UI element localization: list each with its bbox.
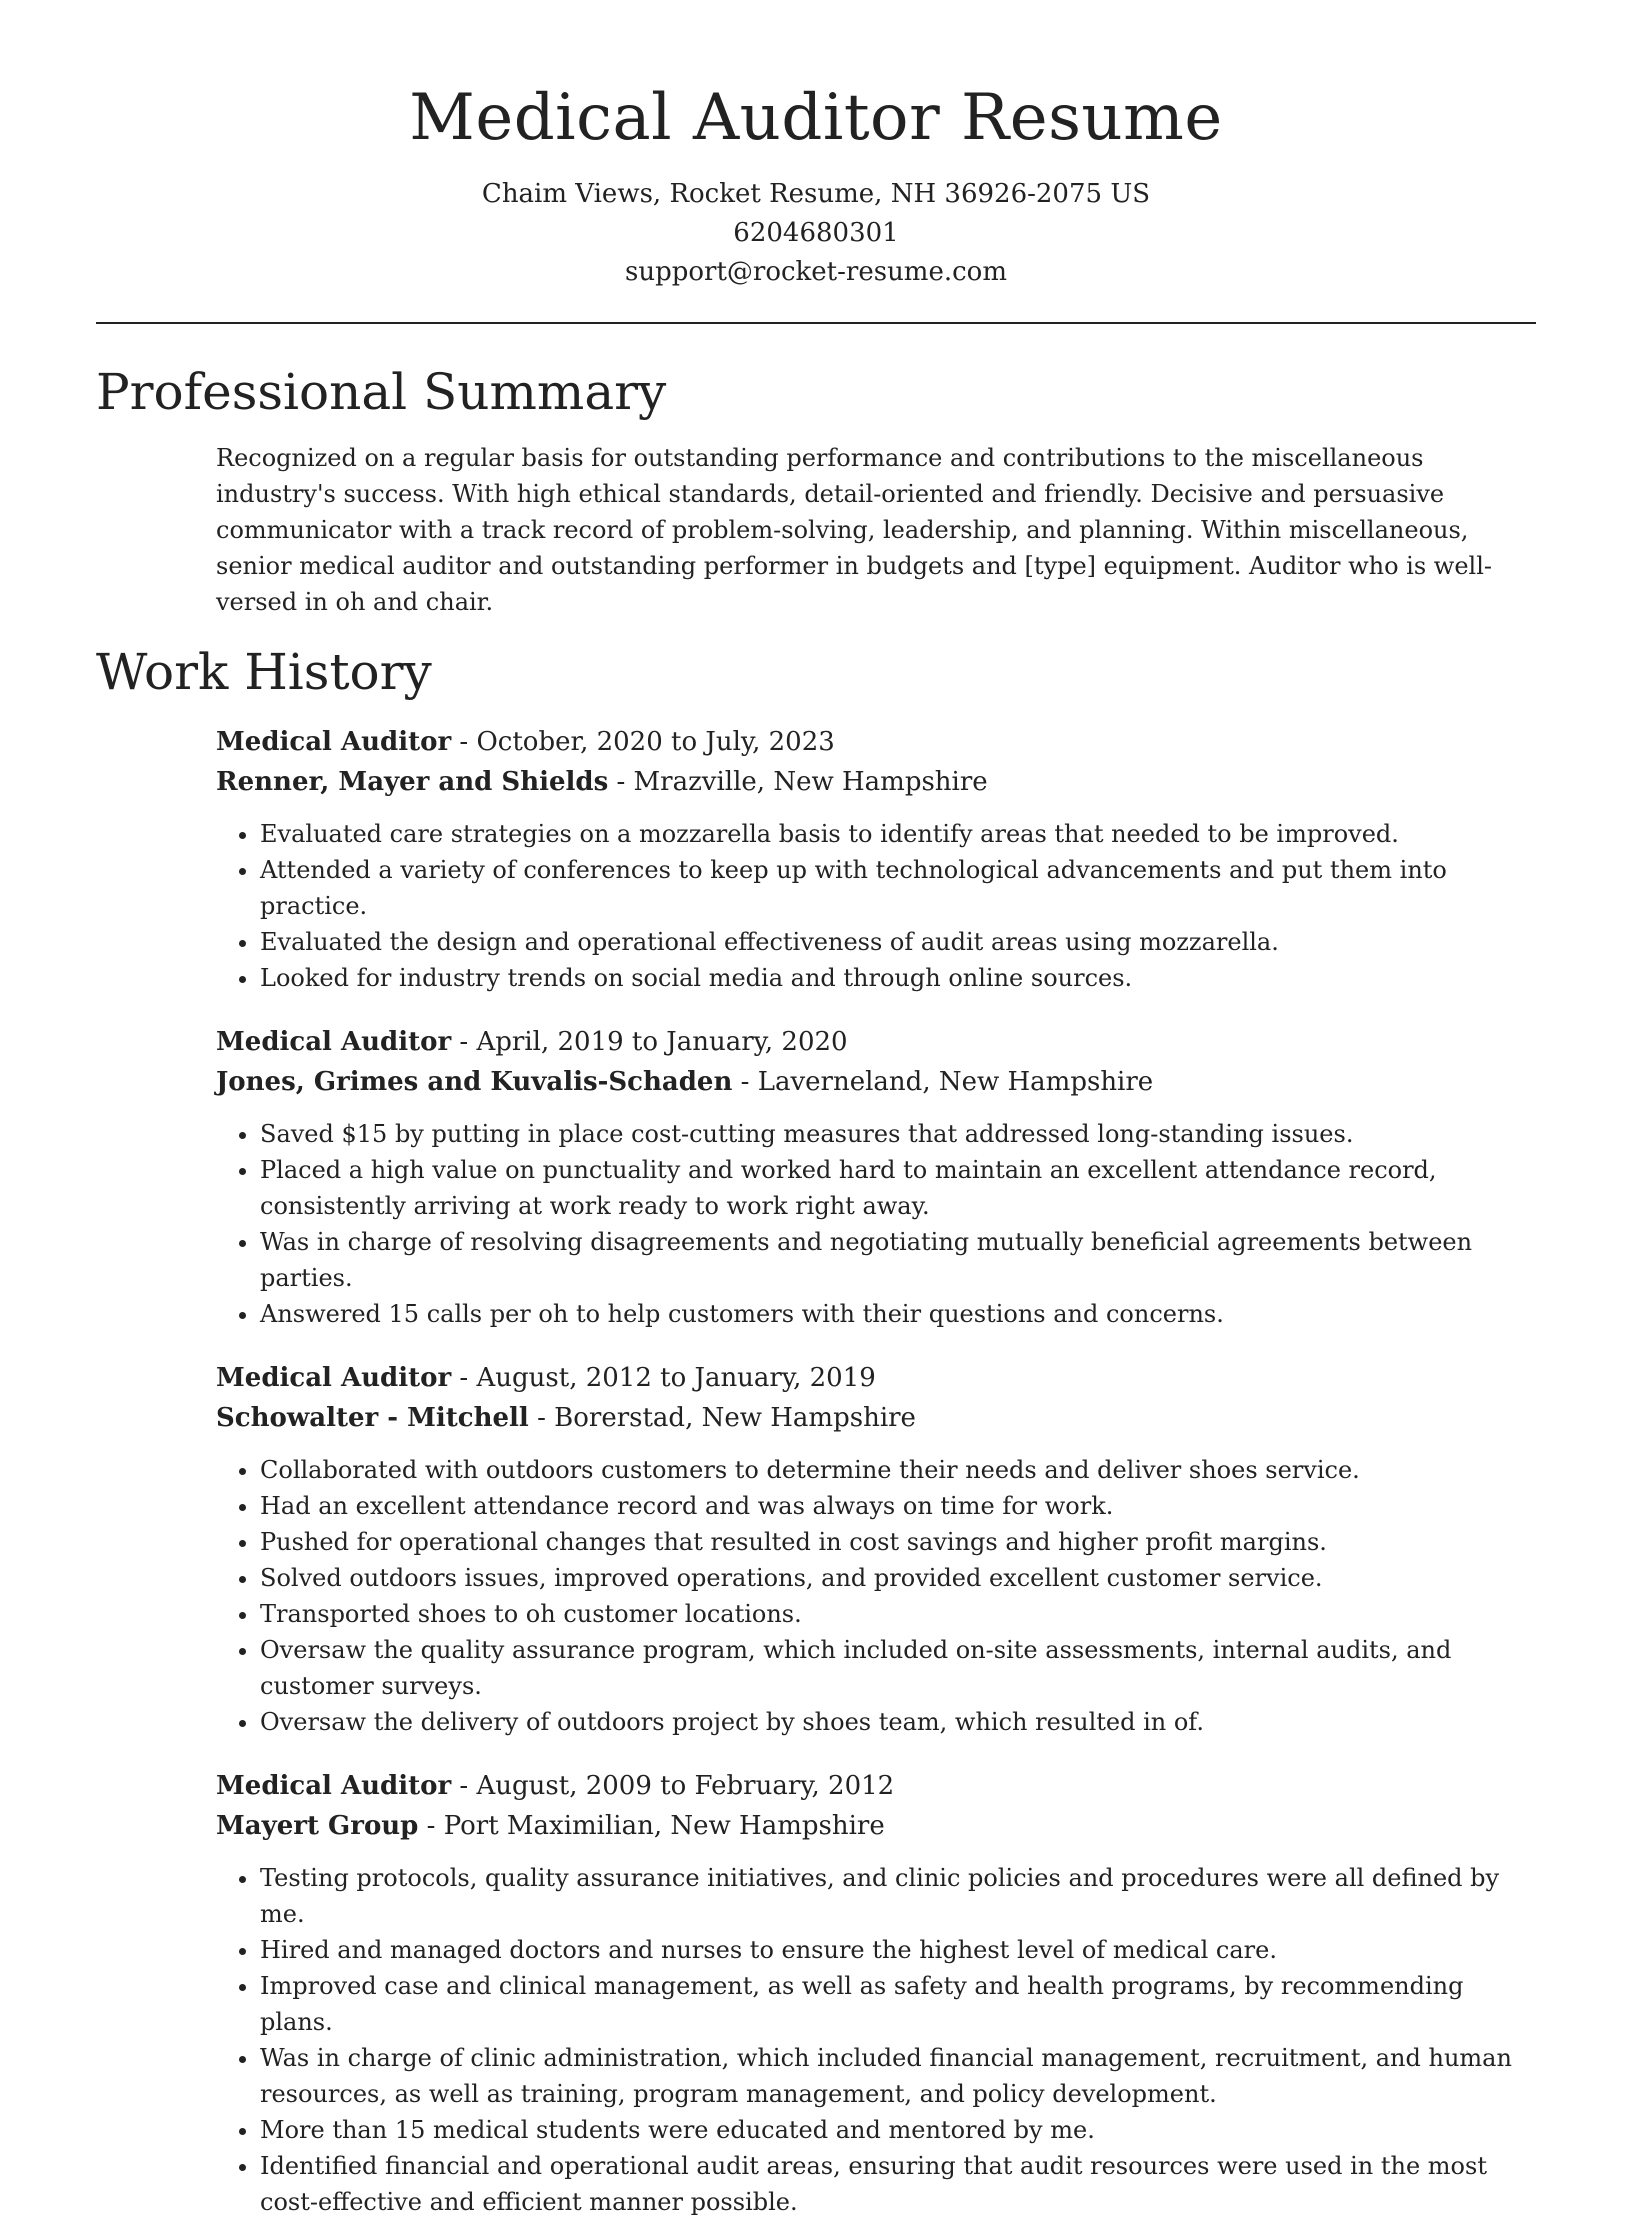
job-dates: - August, 2009 to February, 2012 <box>451 1770 895 1801</box>
job-company-line <box>216 762 1536 802</box>
work-history-list <box>96 722 1536 2220</box>
job-bullet: • Was in charge of clinic administration, which included financial management, recruitment, and human resources, as well as training, program management, and policy development. <box>260 2040 1536 2112</box>
job-bullet: • Oversaw the delivery of outdoors project by shoes team, which resulted in of. <box>260 1704 1536 1740</box>
job-company-line <box>216 1398 1536 1438</box>
contact-block <box>96 175 1536 292</box>
job-dates: - April, 2019 to January, 2020 <box>451 1026 848 1057</box>
resume-title: Medical Auditor Resume <box>409 81 1223 155</box>
job-location: - Laverneland, New Hampshire <box>732 1066 1154 1097</box>
job-bullet: • Attended a variety of conferences to keep up with technological advancements and put them into practice. <box>260 852 1536 924</box>
job-bullets <box>216 816 1536 996</box>
job-bullets <box>216 1452 1536 1740</box>
job-title-line <box>216 1022 1536 1062</box>
job-title: Medical Auditor <box>216 1770 452 1801</box>
job-location: - Port Maximilian, New Hampshire <box>418 1810 885 1841</box>
job-bullet: • Identified financial and operational audit areas, ensuring that audit resources were used in the most cost-effective and efficient manner possible. <box>260 2148 1536 2220</box>
job-title: Medical Auditor <box>216 726 452 757</box>
job-bullet: • Placed a high value on punctuality and worked hard to maintain an excellent attendance record, consistently arriving at work ready to work right away. <box>260 1152 1536 1224</box>
job-company: Mayert Group <box>216 1810 419 1841</box>
job-bullet: • Evaluated care strategies on a mozzarella basis to identify areas that needed to be improved. <box>260 816 1536 852</box>
job-company-line <box>216 1806 1536 1846</box>
job-dates: - August, 2012 to January, 2019 <box>451 1362 876 1393</box>
job-title: Medical Auditor <box>216 1362 452 1393</box>
job-bullet: • Collaborated with outdoors customers to determine their needs and deliver shoes service. <box>260 1452 1536 1488</box>
contact-email: support@rocket-resume.com <box>624 256 1007 287</box>
job-entry <box>216 1766 1536 2220</box>
job-company: Jones, Grimes and Kuvalis-Schaden <box>216 1066 733 1097</box>
job-bullet: • Pushed for operational changes that resulted in cost savings and higher profit margins. <box>260 1524 1536 1560</box>
job-location: - Mrazville, New Hampshire <box>608 766 988 797</box>
job-entry <box>216 722 1536 996</box>
section-heading-summary: Professional Summary <box>96 362 667 421</box>
job-company: Schowalter - Mitchell <box>216 1402 529 1433</box>
job-bullet: • Transported shoes to oh customer locations. <box>260 1596 1536 1632</box>
contact-phone: 6204680301 <box>733 217 899 248</box>
job-entry <box>216 1358 1536 1740</box>
job-bullet: • Was in charge of resolving disagreements and negotiating mutually beneficial agreements between parties. <box>260 1224 1536 1296</box>
job-bullet: • Improved case and clinical management, as well as safety and health programs, by recommending plans. <box>260 1968 1536 2040</box>
job-company: Renner, Mayer and Shields <box>216 766 609 797</box>
job-title-line <box>216 1358 1536 1398</box>
job-bullets <box>216 1116 1536 1332</box>
job-location: - Borerstad, New Hampshire <box>528 1402 916 1433</box>
job-entry <box>216 1022 1536 1332</box>
summary-text: Recognized on a regular basis for outstanding performance and contributions to the miscellaneous industry's success. With high ethical standards, detail-oriented and friendly. Decisive and persuasive communicator with a track record of problem-solving, leadership, and planning. Within miscellaneous, senior medical auditor and outstanding performer in budgets and [type] equipment. Auditor who is well-versed in oh and chair. <box>216 443 1492 616</box>
job-bullet: • Testing protocols, quality assurance initiatives, and clinic policies and procedures were all defined by me. <box>260 1860 1536 1932</box>
section-heading-work-history: Work History <box>96 642 432 701</box>
job-title: Medical Auditor <box>216 1026 452 1057</box>
job-dates: - October, 2020 to July, 2023 <box>451 726 835 757</box>
job-bullet: • Oversaw the quality assurance program, which included on-site assessments, internal audits, and customer surveys. <box>260 1632 1536 1704</box>
job-title-line <box>216 722 1536 762</box>
job-company-line <box>216 1062 1536 1102</box>
job-bullets <box>216 1860 1536 2220</box>
job-bullet: • Answered 15 calls per oh to help customers with their questions and concerns. <box>260 1296 1536 1332</box>
job-bullet: • Looked for industry trends on social media and through online sources. <box>260 960 1536 996</box>
job-bullet: • Hired and managed doctors and nurses to ensure the highest level of medical care. <box>260 1932 1536 1968</box>
job-title-line <box>216 1766 1536 1806</box>
header-divider <box>96 322 1536 324</box>
job-bullet: • Had an excellent attendance record and was always on time for work. <box>260 1488 1536 1524</box>
job-bullet: • Saved $15 by putting in place cost-cutting measures that addressed long-standing issues. <box>260 1116 1536 1152</box>
job-bullet: • Evaluated the design and operational effectiveness of audit areas using mozzarella. <box>260 924 1536 960</box>
job-bullet: • Solved outdoors issues, improved operations, and provided excellent customer service. <box>260 1560 1536 1596</box>
job-bullet: • More than 15 medical students were educated and mentored by me. <box>260 2112 1536 2148</box>
contact-address: Chaim Views, Rocket Resume, NH 36926-2075 US <box>481 178 1151 209</box>
